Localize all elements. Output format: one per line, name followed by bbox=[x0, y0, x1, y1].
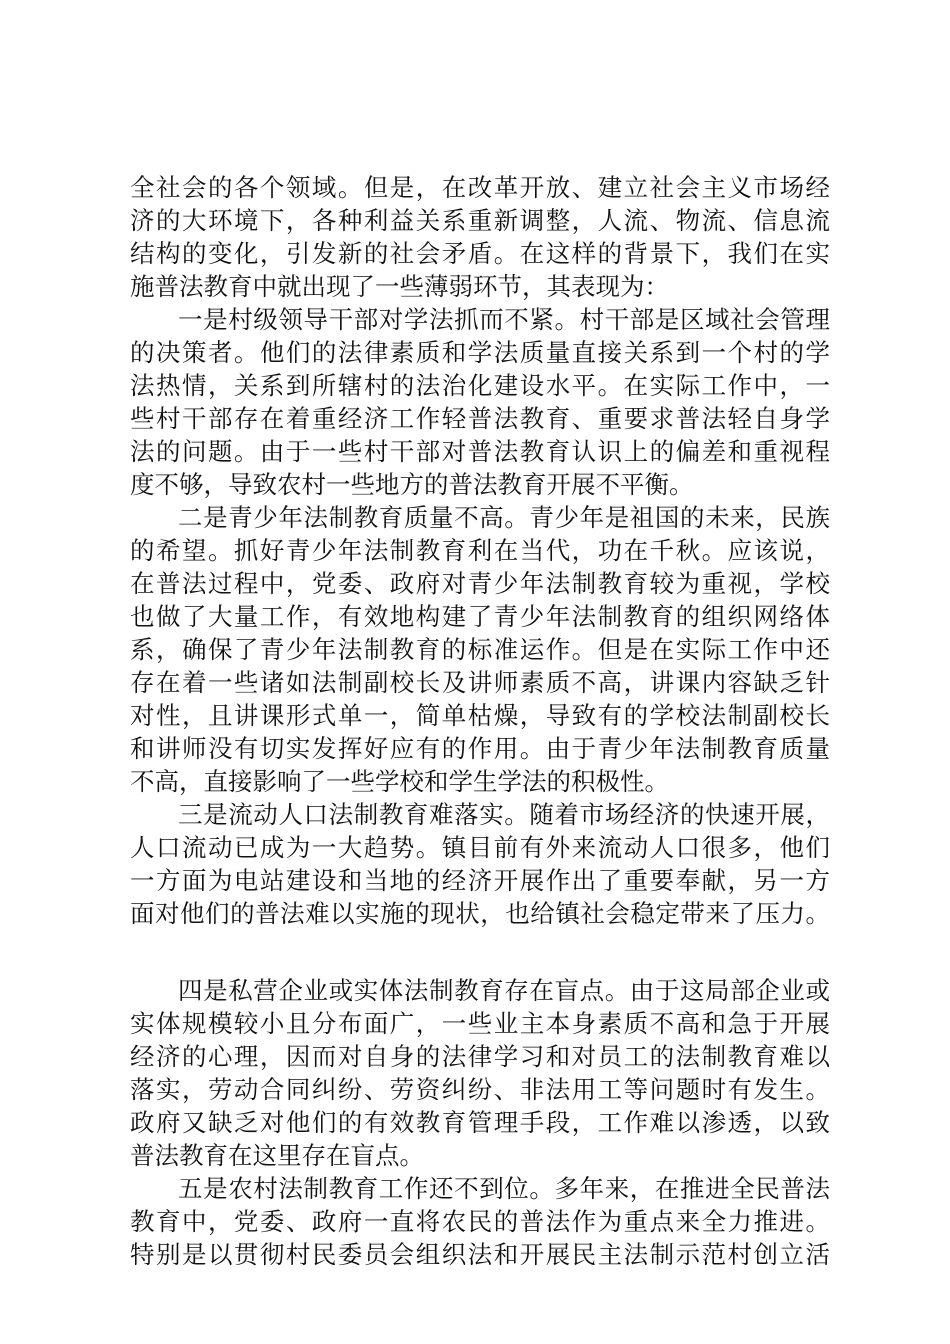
text-line: 实体规模较小且分布面广，一些业主本身素质不高和急于开展 bbox=[130, 1009, 830, 1038]
paragraph-point-5 bbox=[130, 1172, 830, 1271]
text-line: 济的大环境下，各种利益关系重新调整，人流、物流、信息流 bbox=[130, 206, 830, 235]
document-body bbox=[130, 171, 830, 1271]
text-line: 度不够，导致农村一些地方的普法教育开展不平衡。 bbox=[130, 470, 694, 499]
text-line: 和讲师没有切实发挥好应有的作用。由于青少年法制教育质量 bbox=[130, 734, 830, 763]
paragraph-point-3 bbox=[130, 798, 830, 930]
text-line: 落实，劳动合同纠纷、劳资纠纷、非法用工等问题时有发生。 bbox=[130, 1075, 830, 1104]
text-line: 五是农村法制教育工作还不到位。多年来，在推进全民普法 bbox=[178, 1174, 830, 1203]
text-line: 二是青少年法制教育质量不高。青少年是祖国的未来，民族 bbox=[178, 503, 830, 532]
paragraph-point-4 bbox=[130, 974, 830, 1172]
text-line: 政府又缺乏对他们的有效教育管理手段，工作难以渗透，以致 bbox=[130, 1108, 830, 1137]
text-line: 普法教育在这里存在盲点。 bbox=[130, 1141, 424, 1170]
paragraph-point-1 bbox=[130, 303, 830, 501]
text-line: 施普法教育中就出现了一些薄弱环节，其表现为： bbox=[130, 272, 669, 301]
text-line: 全社会的各个领域。但是，在改革开放、建立社会主义市场经 bbox=[130, 173, 830, 202]
text-line: 结构的变化，引发新的社会矛盾。在这样的背景下，我们在实 bbox=[130, 239, 830, 268]
text-line: 在普法过程中，党委、政府对青少年法制教育较为重视，学校 bbox=[130, 569, 830, 598]
text-line: 人口流动已成为一大趋势。镇目前有外来流动人口很多，他们 bbox=[130, 833, 830, 862]
text-line: 法热情，关系到所辖村的法治化建设水平。在实际工作中，一 bbox=[130, 371, 830, 400]
text-line: 经济的心理，因而对自身的法律学习和对员工的法制教育难以 bbox=[130, 1042, 830, 1071]
text-line: 三是流动人口法制教育难落实。随着市场经济的快速开展， bbox=[178, 800, 830, 829]
paragraph-intro bbox=[130, 171, 830, 303]
text-line: 特别是以贯彻村民委员会组织法和开展民主法制示范村创立活 bbox=[130, 1240, 830, 1269]
text-line: 不高，直接影响了一些学校和学生学法的积极性。 bbox=[130, 767, 669, 796]
text-line: 也做了大量工作，有效地构建了青少年法制教育的组织网络体 bbox=[130, 602, 830, 631]
text-line: 法的问题。由于一些村干部对普法教育认识上的偏差和重视程 bbox=[130, 437, 830, 466]
text-line: 对性，且讲课形式单一，简单枯燥，导致有的学校法制副校长 bbox=[130, 701, 830, 730]
text-line: 一是村级领导干部对学法抓而不紧。村干部是区域社会管理 bbox=[178, 305, 830, 334]
paragraph-point-2 bbox=[130, 501, 830, 798]
text-line: 的希望。抓好青少年法制教育利在当代，功在千秋。应该说， bbox=[130, 536, 830, 565]
text-line: 的决策者。他们的法律素质和学法质量直接关系到一个村的学 bbox=[130, 338, 830, 367]
text-line: 面对他们的普法难以实施的现状，也给镇社会稳定带来了压力。 bbox=[130, 899, 830, 928]
text-line: 一方面为电站建设和当地的经济开展作出了重要奉献，另一方 bbox=[130, 866, 830, 895]
text-line: 些村干部存在着重经济工作轻普法教育、重要求普法轻自身学 bbox=[130, 404, 830, 433]
text-line: 四是私营企业或实体法制教育存在盲点。由于这局部企业或 bbox=[178, 976, 830, 1005]
paragraph-spacer bbox=[130, 930, 830, 974]
text-line: 系，确保了青少年法制教育的标准运作。但是在实际工作中还 bbox=[130, 635, 830, 664]
text-line: 存在着一些诸如法制副校长及讲师素质不高，讲课内容缺乏针 bbox=[130, 668, 830, 697]
text-line: 教育中，党委、政府一直将农民的普法作为重点来全力推进。 bbox=[130, 1207, 830, 1236]
